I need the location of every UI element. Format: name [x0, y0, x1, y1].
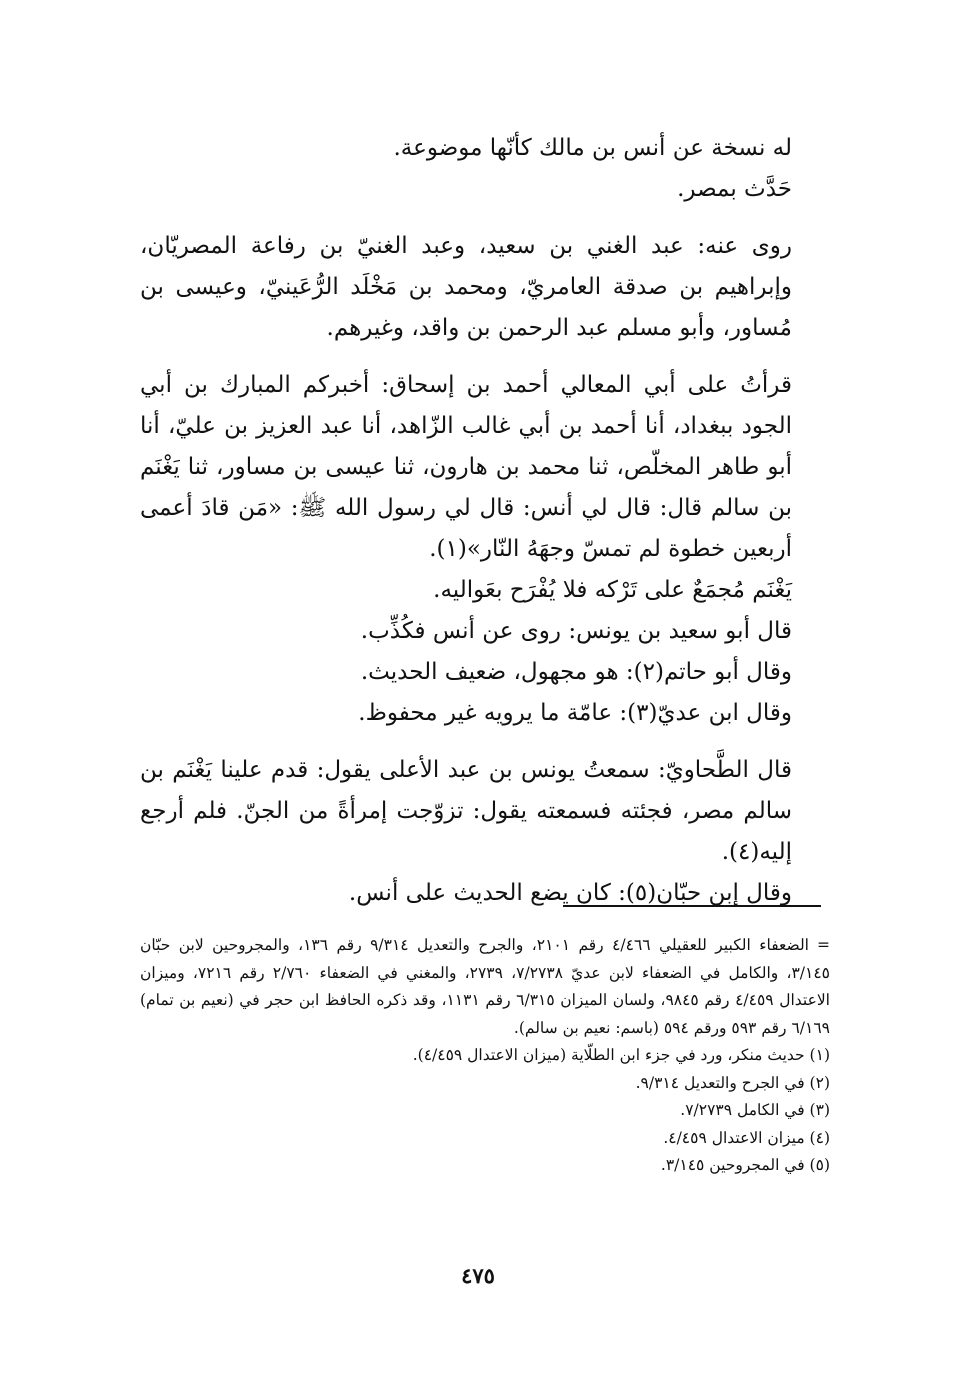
footnotes [140, 932, 830, 1180]
footnote-item: (٢) في الجرح والتعديل ٩/٣١٤. [635, 1073, 830, 1092]
text-line: يَغْنَم مُجمَعٌ على تَرْكه فلا يُفْرَح بعَواليه. [433, 577, 792, 603]
footnote-item: (٤) ميزان الاعتدال ٤/٤٥٩. [663, 1128, 830, 1147]
tahawi-paragraph: قال الطَّحاويّ: سمعتُ يونس بن عبد الأعلى يقول: قدم علينا يَغْنَم بن سالم مصر، فجئته فسمعته يقول: تزوّجت إمرأةً من الجنّ. فلم أرجع إليه(٤). [140, 757, 792, 865]
text-line: حَدَّث بمصر. [677, 176, 792, 202]
footnote-item: (١) حديث منكر، ورد في جزء ابن الطلّاية (ميزان الاعتدال ٤/٤٥٩). [412, 1046, 830, 1064]
hadith-paragraph: قرأتُ على أبي المعالي أحمد بن إسحاق: أخبركم المبارك بن أبي الجود ببغداد، أنا أحمد بن أبي غالب الزّاهد، أنا عبد العزيز بن عليّ، أنا أبو طاهر المخلّص، ثنا محمد بن هارون، ثنا عيسى بن مساور، ثنا يَغْنَم بن سالم قال: قال لي أنس: قال لي رسول الله ﷺ: «مَن قادَ أعمى أربعين خطوة لم تمسّ وجهَهُ النّار»(١). [140, 372, 792, 562]
footnote-item: (٣) في الكامل ٧/٢٧٣٩. [680, 1101, 830, 1119]
narrators-paragraph: روى عنه: عبد الغني بن سعيد، وعبد الغنيّ بن رفاعة المصريّان، وإبراهيم بن صدقة العامريّ، ومحمد بن مَخْلَد الرُّعَينيّ، وعيسى بن مُساور، وأبو مسلم عبد الرحمن بن واقد، وغيرهم. [140, 233, 792, 341]
text-line: وقال أبو حاتم(٢): هو مجهول، ضعيف الحديث. [360, 659, 792, 685]
footnote-continuation-text: الضعفاء الكبير للعقيلي ٤/٤٦٦ رقم ٢١٠١، والجرح والتعديل ٩/٣١٤ رقم ١٣٦، والمجروحين لابن حبّان ٣/١٤٥، والكامل في الضعفاء لابن عديّ ٧/٢٧٣٨، ٢٧٣٩، والمغني في الضعفاء ٢/٧٦٠ رقم ٧٢١٦، وميزان الاعتدال ٤/٤٥٩ رقم ٩٨٤٥، ولسان الميزان ٦/٣١٥ رقم ١١٣١، وقد ذكره الحافظ ابن حجر في (نعيم بن تمام) ٦/١٦٩ رقم ٥٩٣ ورقم ٥٩٤ (باسم: نعيم بن سالم). [140, 936, 830, 1037]
footnote-separator [563, 905, 821, 907]
text-line: له نسخة عن أنس بن مالك كأنّها موضوعة. [393, 135, 792, 161]
text-line: قال أبو سعيد بن يونس: روى عن أنس فكُذِّب. [360, 618, 792, 644]
text-line: وقال إبن حبّان(٥): كان يضع الحديث على أنس. [348, 880, 792, 906]
footnote-continuation [140, 932, 830, 1042]
footnote-item: (٥) في المجروحين ٣/١٤٥. [660, 1156, 830, 1174]
text-line: وقال ابن عديّ(٣): عامّة ما يرويه غير محفوظ. [358, 700, 792, 726]
page-number: ٤٧٥ [461, 1263, 495, 1288]
main-text [140, 128, 830, 914]
continuation-marker: = [817, 936, 830, 954]
